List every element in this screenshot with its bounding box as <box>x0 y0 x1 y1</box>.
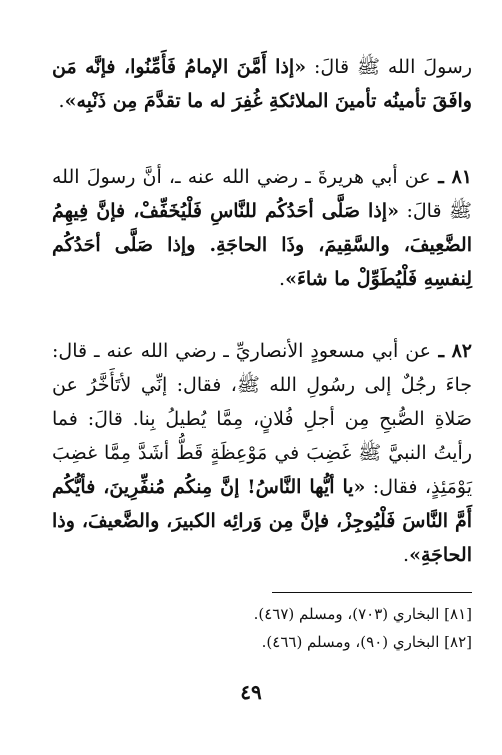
spacer <box>52 296 472 334</box>
spacer <box>52 118 472 160</box>
text-segment: . <box>58 90 65 112</box>
footnote-81: [٨١] البخاري (٧٠٣)، ومسلم (٤٦٧). <box>253 605 472 623</box>
hadith-number: ٨١ ـ <box>430 166 473 188</box>
hadith-82 <box>52 334 472 572</box>
hadith-quote: «يا أيُّها النَّاسُ! إنَّ مِنكُم مُنفِّرِينَ، فأيُّكُم أَمَّ النَّاسَ فَلْيُوجِزْ، فإنَّ مِن وَرائِه الكبيرَ، والضَّعيفَ، وذا الحاجَةِ» <box>52 476 472 566</box>
hadith-80-continuation <box>52 50 472 118</box>
page-body <box>52 50 472 572</box>
hadith-number: ٨٢ ـ <box>431 340 472 362</box>
hadith-quote: «إذا أَمَّنَ الإمامُ فَأَمِّنُوا، فإنَّه مَن وافَقَ تأمينُه تأمينَ الملائكةِ غُفِرَ له ما تقدَّمَ مِن ذَنْبِه» <box>52 56 472 112</box>
text-segment: رسولَ الله ﷺ قالَ: <box>306 56 472 78</box>
text-segment: عن أبي مسعودٍ الأنصاريِّ ـ رضي الله عنه ـ قال: جاءَ رجُلٌ إلى رسُولِ الله ﷺ، فقال: إنِّي لأتَأَخَّرُ عن صَلاةِ الصُّبحِ مِن أجلِ فُلانٍ، مِمَّا يُطيلُ بِنا. قالَ: فما رأيتُ النبيَّ ﷺ غَضِبَ في مَوْعِظَةٍ قَطُّ أشَدَّ مِمَّا غضِبَ يَوْمَئِذٍ، فقال: <box>52 340 472 498</box>
hadith-quote: «إذا صَلَّى أحَدُكُم للنَّاسِ فَلْيُخَفِّفْ، فإنَّ فِيهِمُ الضَّعِيفَ، والسَّقِيمَ، وذَا الحاجَةِ. وإذا صَلَّى أحَدُكُم لِنفسِهِ فَلْيُطَوِّلْ ما شاءَ» <box>52 200 472 290</box>
text-segment: . <box>279 268 286 290</box>
footnote-82: [٨٢] البخاري (٩٠)، ومسلم (٤٦٦). <box>261 633 472 651</box>
text-segment: . <box>403 544 410 566</box>
hadith-81 <box>52 160 472 296</box>
footnotes <box>52 600 472 656</box>
page-number: ٤٩ <box>240 680 262 704</box>
footnote-divider <box>272 592 472 593</box>
text-segment: عن أبي هريرةَ ـ رضي الله عنه ـ، أنَّ رسولَ الله ﷺ قالَ: <box>52 166 472 222</box>
